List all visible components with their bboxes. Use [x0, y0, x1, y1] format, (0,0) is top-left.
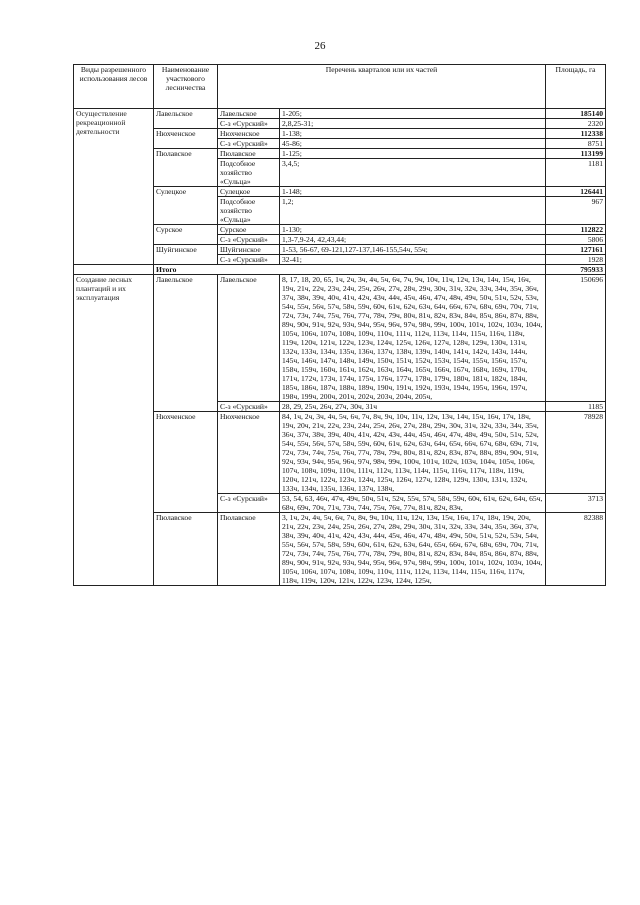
table-row — [74, 149, 606, 159]
quarters-cell: 8, 17, 18, 20, 65, 1ч, 2ч, 3ч, 4ч, 5ч, 6ч, 7ч, 9ч, 10ч, 11ч, 12ч, 13ч, 14ч, 15ч, 16ч, 19ч, 21ч, 22ч, 23ч, 24ч, 25ч, 26ч, 27ч, 28ч, 29ч, 30ч, 31ч, 32ч, 33ч, 34ч, 35ч, 36ч, 37ч, 38ч, 39ч, 40ч, 41ч, 42ч, 43ч, 44ч, 45ч, 46ч, 47ч, 48ч, 49ч, 50ч, 51ч, 52ч, 53ч, 54ч, 55ч, 56ч, 57ч, 58ч, 59ч, 60ч, 61ч, 62ч, 63ч, 64ч, 66ч, 67ч, 68ч, 69ч, 70ч, 71ч, 72ч, 73ч, 74ч, 75ч, 76ч, 77ч, 78ч, 79ч, 80ч, 81ч, 82ч, 83ч, 84ч, 85ч, 86ч, 87ч, 88ч, 89ч, 90ч, 91ч, 92ч, 93ч, 94ч, 95ч, 96ч, 97ч, 98ч, 99ч, 100ч, 101ч, 102ч, 103ч, 104ч, 105ч, 106ч, 107ч, 108ч, 109ч, 110ч, 111ч, 112ч, 113ч, 114ч, 115ч, 116ч, 118ч, 119ч, 120ч, 121ч, 122ч, 123ч, 124ч, 125ч, 126ч, 127ч, 128ч, 129ч, 130ч, 131ч, 132ч, 133ч, 134ч, 135ч, 136ч, 137ч, 138ч, 139ч, 140ч, 141ч, 142ч, 143ч, 144ч, 145ч, 146ч, 147ч, 148ч, 149ч, 150ч, 151ч, 152ч, 153ч, 154ч, 155ч, 156ч, 157ч, 158ч, 159ч, 160ч, 161ч, 162ч, 163ч, 164ч, 165ч, 166ч, 167ч, 168ч, 169ч, 170ч, 171ч, 172ч, 173ч, 174ч, 175ч, 176ч, 177ч, 178ч, 179ч, 180ч, 181ч, 182ч, 184ч, 185ч, 186ч, 187ч, 188ч, 189ч, 190ч, 191ч, 192ч, 193ч, 194ч, 195ч, 196ч, 197ч, 198ч, 199ч, 200ч, 201ч, 202ч, 203ч, 204ч, 205ч, — [280, 275, 546, 402]
area-cell: 127161 — [546, 245, 606, 255]
subdistrict-cell: Шуйгинское — [218, 245, 280, 255]
subdistrict-cell: С-з «Сурский» — [218, 119, 280, 129]
subdistrict-cell: Лавельское — [218, 275, 280, 402]
quarters-cell: 28, 29, 25ч, 26ч, 27ч, 30ч, 31ч — [280, 402, 546, 412]
table-row — [74, 187, 606, 197]
header-quarters: Перечень кварталов или их частей — [218, 65, 546, 109]
table-row — [74, 412, 606, 494]
area-cell: 3713 — [546, 494, 606, 513]
header-use-type: Виды разрешенного использования лесов — [74, 65, 154, 109]
quarters-cell: 1,3-7,9-24, 42,43,44; — [280, 235, 546, 245]
area-cell: 113199 — [546, 149, 606, 159]
table-row — [74, 225, 606, 235]
table-row — [74, 275, 606, 402]
subdistrict-cell: С-з «Сурский» — [218, 139, 280, 149]
quarters-cell: 2,8,25-31; — [280, 119, 546, 129]
area-cell: 82388 — [546, 513, 606, 586]
quarters-cell: 1,2; — [280, 197, 546, 225]
district-cell: Пюлавское — [154, 149, 218, 187]
quarters-cell: 1-138; — [280, 129, 546, 139]
quarters-cell: 1-125; — [280, 149, 546, 159]
quarters-cell: 3,4,5; — [280, 159, 546, 187]
area-cell: 78928 — [546, 412, 606, 494]
area-cell: 150696 — [546, 275, 606, 402]
table-row — [74, 109, 606, 119]
area-cell: 5806 — [546, 235, 606, 245]
subdistrict-cell: Нюхченское — [218, 129, 280, 139]
total-row — [74, 265, 606, 275]
table-row — [74, 245, 606, 255]
subdistrict-cell: Сурское — [218, 225, 280, 235]
table-row — [74, 513, 606, 586]
district-cell: Сулецкое — [154, 187, 218, 225]
subdistrict-cell: С-з «Сурский» — [218, 402, 280, 412]
district-cell: Нюхченское — [154, 412, 218, 513]
subdistrict-cell: Пюлавское — [218, 149, 280, 159]
header-district: Наименование участкового лесничества — [154, 65, 218, 109]
area-cell: 112822 — [546, 225, 606, 235]
total-label: Итого — [154, 265, 546, 275]
page-number: 26 — [314, 40, 326, 52]
district-cell: Лавельское — [154, 109, 218, 129]
quarters-cell: 53, 54, 63, 46ч, 47ч, 49ч, 50ч, 51ч, 52ч, 55ч, 57ч, 58ч, 59ч, 60ч, 61ч, 62ч, 64ч, 65ч, 68ч, 69ч, 70ч, 71ч, 73ч, 74ч, 75ч, 76ч, 77ч, 81ч, 82ч, 83ч, — [280, 494, 546, 513]
table-row — [74, 129, 606, 139]
use-type-cell: Создание лесных плантаций и их эксплуатация — [74, 275, 154, 586]
subdistrict-cell: Пюлавское — [218, 513, 280, 586]
quarters-cell: 1-205; — [280, 109, 546, 119]
quarters-cell: 32-41; — [280, 255, 546, 265]
total-empty-cell — [74, 265, 154, 275]
area-cell: 1185 — [546, 402, 606, 412]
area-cell: 1928 — [546, 255, 606, 265]
area-cell: 185140 — [546, 109, 606, 119]
subdistrict-cell: Подсобное хозяйство «Сульца» — [218, 159, 280, 187]
quarters-cell: 1-130; — [280, 225, 546, 235]
subdistrict-cell: С-з «Сурский» — [218, 255, 280, 265]
quarters-cell: 1-148; — [280, 187, 546, 197]
quarters-cell: 84, 1ч, 2ч, 3ч, 4ч, 5ч, 6ч, 7ч, 8ч, 9ч, 10ч, 11ч, 12ч, 13ч, 14ч, 15ч, 16ч, 17ч, 18ч, 19ч, 20ч, 21ч, 22ч, 23ч, 24ч, 25ч, 26ч, 27ч, 28ч, 29ч, 30ч, 31ч, 32ч, 33ч, 34ч, 35ч, 36ч, 37ч, 38ч, 39ч, 40ч, 41ч, 42ч, 43ч, 44ч, 45ч, 46ч, 47ч, 48ч, 49ч, 50ч, 51ч, 52ч, 54ч, 55ч, 56ч, 57ч, 58ч, 59ч, 60ч, 61ч, 62ч, 63ч, 64ч, 65ч, 66ч, 67ч, 68ч, 69ч, 71ч, 72ч, 73ч, 74ч, 75ч, 76ч, 77ч, 78ч, 79ч, 80ч, 81ч, 82ч, 83ч, 87ч, 88ч, 89ч, 90ч, 91ч, 92ч, 93ч, 94ч, 95ч, 96ч, 97ч, 98ч, 99ч, 100ч, 101ч, 102ч, 103ч, 104ч, 105ч, 106ч, 107ч, 108ч, 109ч, 110ч, 111ч, 112ч, 113ч, 114ч, 115ч, 116ч, 117ч, 118ч, 119ч, 120ч, 121ч, 122ч, 123ч, 124ч, 125ч, 126ч, 127ч, 128ч, 129ч, 130ч, 131ч, 132ч, 133ч, 134ч, 135ч, 136ч, 137ч, 138ч, — [280, 412, 546, 494]
subdistrict-cell: Нюхченское — [218, 412, 280, 494]
subdistrict-cell: Лавельское — [218, 109, 280, 119]
district-cell: Шуйгинское — [154, 245, 218, 265]
subdistrict-cell: Подсобное хозяйство «Сульца» — [218, 197, 280, 225]
subdistrict-cell: С-з «Сурский» — [218, 235, 280, 245]
area-cell: 112338 — [546, 129, 606, 139]
total-value: 795933 — [546, 265, 606, 275]
area-cell: 1181 — [546, 159, 606, 187]
area-cell: 126441 — [546, 187, 606, 197]
quarters-cell: 3, 1ч, 2ч, 4ч, 5ч, 6ч, 7ч, 8ч, 9ч, 10ч, 11ч, 12ч, 13ч, 15ч, 16ч, 17ч, 18ч, 19ч, 20ч, 21ч, 22ч, 23ч, 24ч, 25ч, 26ч, 27ч, 28ч, 29ч, 30ч, 31ч, 32ч, 33ч, 34ч, 35ч, 36ч, 37ч, 38ч, 39ч, 40ч, 41ч, 42ч, 43ч, 44ч, 45ч, 46ч, 47ч, 48ч, 49ч, 50ч, 51ч, 52ч, 53ч, 54ч, 55ч, 56ч, 57ч, 58ч, 59ч, 60ч, 61ч, 62ч, 63ч, 64ч, 65ч, 66ч, 67ч, 68ч, 69ч, 70ч, 71ч, 72ч, 73ч, 74ч, 75ч, 76ч, 77ч, 78ч, 79ч, 80ч, 81ч, 82ч, 83ч, 84ч, 85ч, 86ч, 87ч, 88ч, 89ч, 90ч, 91ч, 92ч, 93ч, 94ч, 95ч, 96ч, 97ч, 98ч, 99ч, 100ч, 101ч, 102ч, 103ч, 104ч, 105ч, 106ч, 107ч, 108ч, 109ч, 110ч, 111ч, 112ч, 113ч, 114ч, 115ч, 116ч, 117ч, 118ч, 119ч, 120ч, 121ч, 122ч, 123ч, 124ч, 125ч, — [280, 513, 546, 586]
use-type-cell: Осуществление рекреационной деятельности — [74, 109, 154, 265]
area-cell: 2320 — [546, 119, 606, 129]
district-cell: Пюлавское — [154, 513, 218, 586]
district-cell: Лавельское — [154, 275, 218, 412]
area-cell: 8751 — [546, 139, 606, 149]
district-cell: Сурское — [154, 225, 218, 245]
quarters-cell: 1-53, 56-67, 69-121,127-137,146-155,54ч, 55ч; — [280, 245, 546, 255]
table-header-row — [74, 65, 606, 109]
quarters-cell: 45-86; — [280, 139, 546, 149]
subdistrict-cell: Сулецкое — [218, 187, 280, 197]
district-cell: Нюхченское — [154, 129, 218, 149]
forest-use-table — [73, 64, 606, 586]
header-area: Площадь, га — [546, 65, 606, 109]
subdistrict-cell: С-з «Сурский» — [218, 494, 280, 513]
area-cell: 967 — [546, 197, 606, 225]
